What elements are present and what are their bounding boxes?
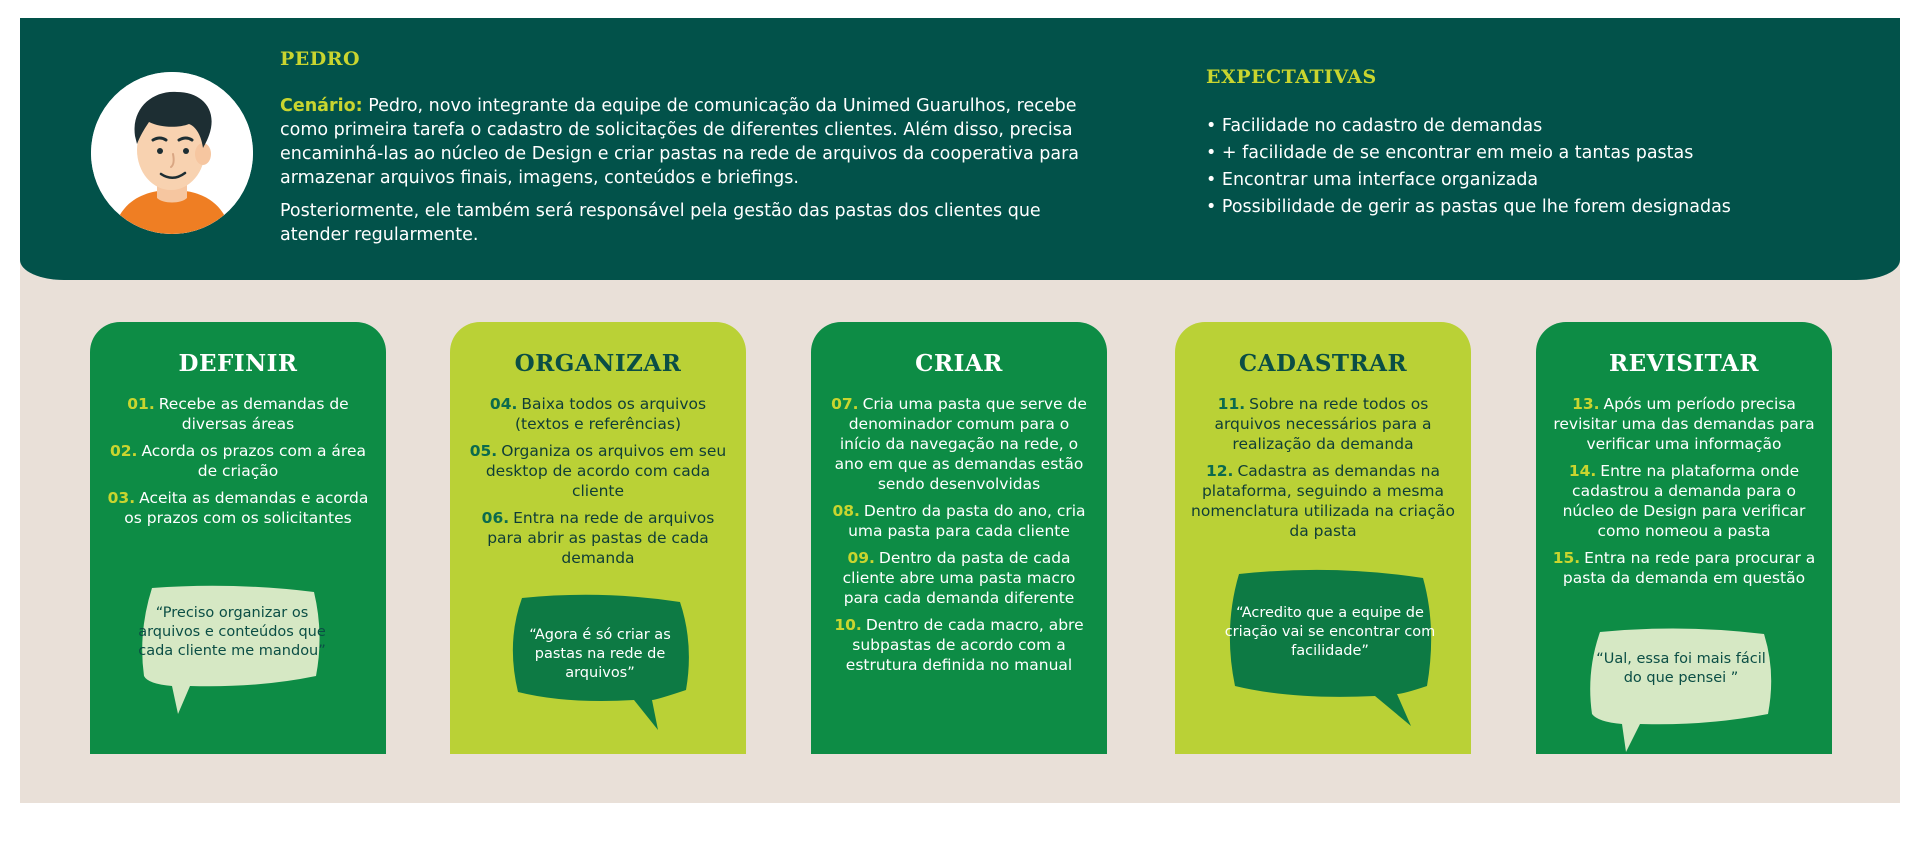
step-item: [106, 488, 370, 528]
stage-title: CADASTRAR: [1238, 350, 1408, 377]
step-text: Sobre na rede todos os arquivos necessários para a realização da demanda: [1214, 395, 1432, 453]
step-text: Cria uma pasta que serve de denominador comum para o início da navegação na rede, o ano em que as demandas estão sendo desenvolvidas: [834, 395, 1087, 493]
quote-text: “Preciso organizar os arquivos e conteúdos que cada cliente me mandou”: [138, 605, 326, 659]
quote-bubble: [138, 584, 326, 716]
step-number: 12.: [1205, 462, 1234, 480]
persona-name: PEDRO: [280, 48, 361, 70]
step-text: Dentro da pasta de cada cliente abre uma pasta macro para cada demanda diferente: [842, 549, 1076, 607]
stage-card-revisitar: [1536, 322, 1832, 754]
step-text: Baixa todos os arquivos (textos e referências): [515, 395, 707, 433]
step-number: 04.: [489, 395, 518, 413]
step-text: Aceita as demandas e acorda os prazos com os solicitantes: [124, 489, 369, 527]
man-avatar-icon: [91, 72, 253, 234]
scenario-text: Pedro, novo integrante da equipe de comunicação da Unimed Guarulhos, recebe como primeira tarefa o cadastro de solicitações de diferentes clientes. Além disso, precisa encaminhá-las ao núcleo de Design e criar pastas na rede de arquivos da cooperativa para armazenar arquivos finais, imagens, conteúdos e briefings.: [280, 96, 1080, 188]
step-item: [1552, 461, 1816, 541]
stage-card-organizar: [450, 322, 746, 754]
stage-title: CRIAR: [915, 350, 1003, 377]
step-text: Organiza os arquivos em seu desktop de acordo com cada cliente: [485, 442, 727, 500]
step-number: 05.: [469, 442, 498, 460]
step-item: [827, 548, 1091, 608]
step-number: 06.: [481, 509, 510, 527]
persona-avatar: [91, 72, 253, 234]
step-number: 09.: [847, 549, 875, 567]
step-text: Após um período precisa revisitar uma das demandas para verificar uma informação: [1553, 395, 1815, 453]
stage-steps: [1552, 394, 1816, 595]
quote-text: “Ual, essa foi mais fácil do que pensei ”: [1596, 651, 1766, 686]
expectation-item: • Encontrar uma interface organizada: [1206, 167, 1731, 194]
step-text: Cadastra as demandas na plataforma, seguindo a mesma nomenclatura utilizada na criação da pasta: [1191, 462, 1455, 540]
stage-card-cadastrar: [1175, 322, 1471, 754]
expectations-list: [1206, 113, 1731, 221]
step-item: [827, 501, 1091, 541]
step-text: Entra na rede de arquivos para abrir as pastas de cada demanda: [487, 509, 715, 567]
step-item: [466, 394, 730, 434]
step-number: 08.: [832, 502, 860, 520]
quote-bubble: [506, 592, 694, 732]
stage-card-criar: [811, 322, 1107, 754]
step-number: 11.: [1217, 395, 1246, 413]
step-number: 14.: [1568, 462, 1597, 480]
step-item: [1552, 394, 1816, 454]
stage-title: ORGANIZAR: [514, 350, 682, 377]
step-item: [827, 394, 1091, 494]
step-item: [466, 508, 730, 568]
scenario-label: Cenário:: [280, 96, 363, 116]
quote-bubble: [1223, 568, 1437, 728]
stage-title: REVISITAR: [1609, 350, 1759, 377]
step-text: Dentro da pasta do ano, cria uma pasta para cada cliente: [848, 502, 1086, 540]
stage-title: DEFINIR: [178, 350, 298, 377]
quote-text: “Acredito que a equipe de criação vai se encontrar com facilidade”: [1224, 605, 1436, 659]
step-item: [106, 441, 370, 481]
stage-steps: [106, 394, 370, 535]
stage-steps: [1191, 394, 1455, 548]
expectations-title: EXPECTATIVAS: [1206, 66, 1377, 88]
speech-bubble-icon: [1586, 626, 1776, 754]
stage-steps: [466, 394, 730, 575]
step-number: 03.: [107, 489, 136, 507]
scenario-paragraph-2: Posteriormente, ele também será responsável pela gestão das pastas dos clientes que atender regularmente.: [280, 201, 1041, 245]
quote-bubble: [1586, 626, 1776, 754]
expectation-item: • Facilidade no cadastro de demandas: [1206, 113, 1731, 140]
scenario-paragraph: [280, 94, 1080, 190]
step-item: [106, 394, 370, 434]
step-number: 02.: [109, 442, 138, 460]
step-text: Entre na plataforma onde cadastrou a demanda para o núcleo de Design para verificar como nomeou a pasta: [1562, 462, 1806, 540]
step-text: Entra na rede para procurar a pasta da demanda em questão: [1562, 549, 1816, 587]
expectation-item: • + facilidade de se encontrar em meio a tantas pastas: [1206, 140, 1731, 167]
stage-steps: [827, 394, 1091, 682]
step-number: 01.: [127, 395, 155, 413]
step-number: 15.: [1552, 549, 1581, 567]
stage-card-definir: [90, 322, 386, 754]
step-item: [1552, 548, 1816, 588]
expectation-item: • Possibilidade de gerir as pastas que lhe forem designadas: [1206, 194, 1731, 221]
step-text: Dentro de cada macro, abre subpastas de acordo com a estrutura definida no manual: [845, 616, 1084, 674]
persona-scenario: [280, 94, 1080, 256]
step-item: [1191, 461, 1455, 541]
step-number: 10.: [834, 616, 862, 634]
step-text: Acorda os prazos com a área de criação: [141, 442, 366, 480]
step-item: [1191, 394, 1455, 454]
quote-text: “Agora é só criar as pastas na rede de arquivos”: [529, 627, 671, 681]
step-item: [827, 615, 1091, 675]
step-number: 07.: [831, 395, 859, 413]
step-number: 13.: [1572, 395, 1600, 413]
step-text: Recebe as demandas de diversas áreas: [158, 395, 349, 433]
step-item: [466, 441, 730, 501]
